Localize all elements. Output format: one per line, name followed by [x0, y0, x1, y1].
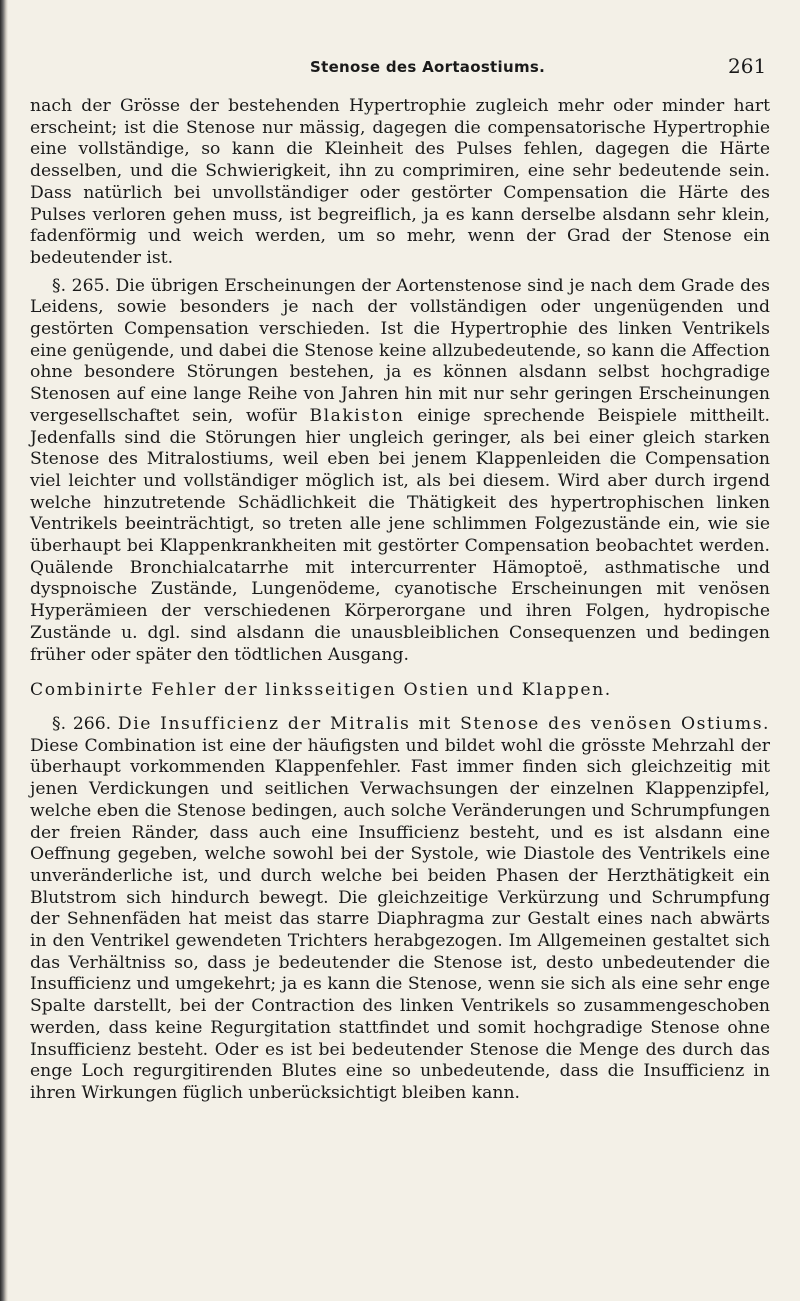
section-266-title: Die Insufficienz der Mitralis mit Stenose des venösen Ostiums.	[117, 713, 771, 734]
author-name-blakiston: Blakiston	[309, 405, 405, 426]
section-heading: Combinirte Fehler der linksseitigen Ostien und Klappen.	[30, 680, 612, 701]
body-text	[30, 96, 770, 1105]
running-header	[0, 54, 800, 84]
section-266-label: §. 266.	[52, 713, 112, 734]
paragraph-section-265	[30, 276, 770, 667]
page-binding-edge	[0, 0, 8, 1301]
page-number: 261	[728, 54, 767, 78]
paragraph-continuation: nach der Grösse der bestehenden Hypertrophie zugleich mehr oder minder hart erscheint; ist die Stenose nur mässig, dagegen die compensatorische Hypertrophie eine vollständige, so kann die Kleinheit des Pulses fehlen, dagegen die Härte desselben, und die Schwierigkeit, ihn zu comprimiren, eine sehr bedeutende sein. Dass natürlich bei unvollständiger oder gestörter Compensation die Härte des Pulses verloren gehen muss, ist begreiflich, ja es kann derselbe alsdann sehr klein, fadenförmig und weich werden, um so mehr, wenn der Grad der Stenose ein bedeutender ist.	[30, 96, 770, 268]
paragraph-266-text: Diese Combination ist eine der häufigsten und bildet wohl die grösste Mehrzahl der überhaupt vorkommenden Klappenfehler. Fast immer finden sich gleichzeitig mit jenen Verdickungen und seitlichen Verwachsungen der einzelnen Klappenzipfel, welche eben die Stenose bedingen, auch solche Veränderungen und Schrumpfungen der freien Ränder, dass auch eine Insufficienz besteht, und es ist alsdann eine Oeffnung gegeben, welche sowohl bei der Systole, wie Diastole des Ventrikels eine unveränderliche ist, und durch welche bei beiden Phasen der Herzthätigkeit ein Blutstrom sich hindurch bewegt. Die gleichzeitige Verkürzung und Schrumpfung der Sehnenfäden hat meist das starre Diaphragma zur Gestalt eines nach abwärts in den Ventrikel gewendeten Trichters herabgezogen. Im Allgemeinen gestaltet sich das Verhältniss so, dass je bedeutender die Stenose ist, desto unbedeutender die Insufficienz und umgekehrt; ja es kann die Stenose, wenn sie sich als eine sehr enge Spalte darstellt, bei der Contraction des linken Ventrikels so zusammengeschoben werden, dass keine Regurgitation stattfindet und somit hochgradige Stenose ohne Insufficienz besteht. Oder es ist bei bedeutender Stenose die Menge des durch das enge Loch regurgitirenden Blutes eine so unbedeutende, dass die Insufficienz in ihren Wirkungen füglich unberücksichtigt bleiben kann.	[30, 735, 771, 1103]
running-title: Stenose des Aortaostiums.	[310, 58, 546, 76]
paragraph-265-text-end: einige sprechende Beispiele mittheilt. Jedenfalls sind die Störungen hier ungleich geringer, als bei einer gleich starken Stenose des Mitralostiums, weil eben bei jenem Klappenleiden die Compensation viel leichter und vollständiger möglich ist, als bei diesem. Wird aber durch irgend welche hinzutretende Schädlichkeit die Thätigkeit des hypertrophischen linken Ventrikels beeinträchtigt, so treten alle jene schlimmen Folgezustände ein, wie sie überhaupt bei Klappenkrankheiten mit gestörter Compensation beobachtet werden. Quälende Bronchialcatarrhe mit intercurrenter Hämoptoë, asthmatische und dyspnoische Zustände, Lungenödeme, cyanotische Erscheinungen mit venösen Hyperämieen der verschiedenen Körperorgane und ihren Folgen, hydropische Zustände u. dgl. sind alsdann die unausbleiblichen Consequenzen und bedingen früher oder später den tödtlichen Ausgang.	[30, 405, 770, 665]
paragraph-265-text-start: §. 265. Die übrigen Erscheinungen der Aortenstenose sind je nach dem Grade des Leidens, sowie besonders je nach der vollständigen oder ungenügenden und gestörten Compensation verschieden. Ist die Hypertrophie des linken Ventrikels eine genügende, und dabei die Stenose keine allzubedeutende, so kann die Affection ohne besondere Störungen bestehen, ja es können alsdann selbst hochgradige Stenosen auf eine lange Reihe von Jahren hin mit nur sehr geringen Erscheinungen vergesellschaftet sein, wofür	[30, 275, 770, 426]
paragraph-section-266	[30, 714, 770, 1105]
